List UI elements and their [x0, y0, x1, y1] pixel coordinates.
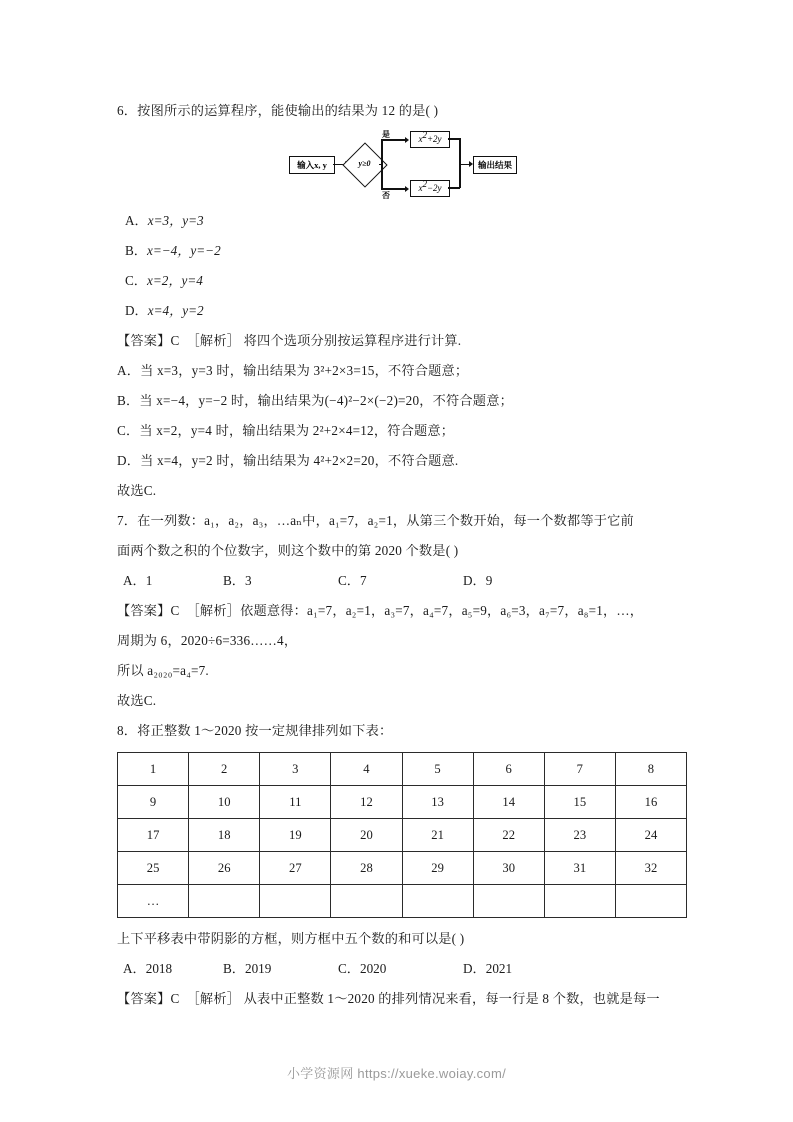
question-6-conclusion: 故选C. [117, 483, 157, 498]
option-label: B． [125, 243, 147, 258]
question-8-options [117, 954, 687, 984]
table-cell: 25 [118, 852, 189, 885]
question-7-option-a: A．1 [123, 573, 153, 588]
flowchart-decision-label: y≥0 [358, 159, 371, 168]
option-text: x=2，y=4 [146, 273, 203, 288]
option-text: x=3，y=3 [147, 213, 204, 228]
yes-expression: $x^2+2y$ [418, 130, 442, 144]
table-cell: 32 [615, 852, 686, 885]
option-text: x=4，y=2 [147, 303, 204, 318]
analysis-line: 依题意得：a₁=7，a₂=1，a₃=7，a₄=7，a₅=9，a₆=3，a₇=7，a₈=1，…， [240, 603, 644, 618]
table-cell: 12 [331, 786, 402, 819]
question-6-stem: 6．按图所示的运算程序，能使输出的结果为 12 的是( ) [117, 103, 439, 118]
table-cell: 5 [402, 753, 473, 786]
table-cell: 20 [331, 819, 402, 852]
table-cell: 15 [544, 786, 615, 819]
question-7-analysis-line-3: 所以 a₂₀₂₀=a₄=7. [117, 663, 209, 678]
question-6-option-b [117, 236, 687, 266]
analysis-head: ［解析］ [186, 333, 241, 348]
question-8-option-a: A．2018 [123, 961, 173, 976]
table-cell: 6 [473, 753, 544, 786]
table-cell: 31 [544, 852, 615, 885]
table-cell: 10 [189, 786, 260, 819]
flow-connector [381, 163, 383, 189]
answer-head: 【答案】C [117, 333, 180, 348]
question-7-options [117, 566, 687, 596]
flowchart-yes-label: 是 [382, 130, 390, 139]
table-cell: 1 [118, 753, 189, 786]
table-cell [189, 885, 260, 918]
table-row [118, 786, 687, 819]
table-cell [544, 885, 615, 918]
table-cell: 27 [260, 852, 331, 885]
analysis-head: ［解析］ [186, 603, 241, 618]
question-6-flowchart [117, 130, 687, 204]
table-row [118, 885, 687, 918]
question-8-option-b: B．2019 [223, 961, 272, 976]
flowchart-output-box [473, 156, 517, 174]
table-cell [615, 885, 686, 918]
number-table-body [118, 753, 687, 918]
table-cell: 19 [260, 819, 331, 852]
table-cell: 22 [473, 819, 544, 852]
table-cell [402, 885, 473, 918]
question-6-analysis-b: B．当 x=−4，y=−2 时，输出结果为(−4)²−2×(−2)=20，不符合题意； [117, 393, 513, 408]
table-row [118, 852, 687, 885]
question-8-stem: 8．将正整数 1～2020 按一定规律排列如下表： [117, 723, 393, 738]
question-7-option-c: C．7 [338, 573, 367, 588]
question-7-option-b: B．3 [223, 573, 252, 588]
question-6-answer-line [117, 326, 687, 356]
flowchart-canvas [289, 130, 515, 202]
table-cell: 23 [544, 819, 615, 852]
table-cell: 11 [260, 786, 331, 819]
table-cell: 7 [544, 753, 615, 786]
table-cell: 29 [402, 852, 473, 885]
table-cell: 30 [473, 852, 544, 885]
question-8-option-c: C．2020 [338, 961, 387, 976]
question-8-number-table [117, 752, 687, 918]
question-6-analysis-d: D．当 x=4，y=2 时，输出结果为 4²+2×2=20，不符合题意. [117, 453, 459, 468]
question-7-stem-line-2: 面两个数之积的个位数字，则这个数中的第 2020 个数是( ) [117, 543, 459, 558]
question-7-conclusion: 故选C. [117, 693, 157, 708]
table-cell: 9 [118, 786, 189, 819]
table-cell: 24 [615, 819, 686, 852]
flowchart-yes-expression-box [410, 131, 450, 148]
analysis-intro: 将四个选项分别按运算程序进行计算. [243, 333, 462, 348]
table-cell: 28 [331, 852, 402, 885]
answer-head: 【答案】C [117, 991, 180, 1006]
table-cell: 21 [402, 819, 473, 852]
answer-head: 【答案】C [117, 603, 180, 618]
table-cell: 13 [402, 786, 473, 819]
analysis-head: ［解析］ [186, 991, 241, 1006]
question-6-option-c [117, 266, 687, 296]
flowchart-no-label: 否 [382, 191, 390, 200]
flow-connector [381, 140, 383, 164]
table-cell: 3 [260, 753, 331, 786]
question-7-answer-line [117, 596, 687, 626]
flowchart-input-label: 输入x, y [297, 159, 327, 170]
table-row [118, 819, 687, 852]
flowchart-output-label: 输出结果 [477, 159, 512, 170]
question-7-option-d: D．9 [463, 573, 493, 588]
table-cell [331, 885, 402, 918]
table-row [118, 753, 687, 786]
flowchart-input-box [289, 156, 335, 174]
question-8-sub-stem: 上下平移表中带阴影的方框，则方框中五个数的和可以是( ) [117, 931, 465, 946]
table-cell: … [118, 885, 189, 918]
flow-arrow [405, 186, 409, 192]
flowchart-no-expression-box [410, 180, 450, 197]
question-6-option-a [117, 206, 687, 236]
flow-arrow [405, 137, 409, 143]
table-cell: 8 [615, 753, 686, 786]
table-cell: 4 [331, 753, 402, 786]
option-label: D． [125, 303, 148, 318]
question-7-analysis-line-2: 周期为 6，2020÷6=336……4， [117, 633, 298, 648]
site-watermark: 小学资源网 https://xueke.woiay.com/ [287, 1066, 506, 1081]
table-cell: 14 [473, 786, 544, 819]
question-6-analysis-c: C．当 x=2，y=4 时，输出结果为 2²+2×4=12，符合题意； [117, 423, 455, 438]
question-7-stem-line-1: 7．在一列数：a₁，a₂，a₃，…aₙ中，a₁=7，a₂=1，从第三个数开始，每一个数都等于它前 [117, 513, 634, 528]
table-cell [473, 885, 544, 918]
question-6-analysis-a: A．当 x=3，y=3 时，输出结果为 3²+2×3=15，不符合题意； [117, 363, 469, 378]
table-cell: 2 [189, 753, 260, 786]
option-label: A． [125, 213, 148, 228]
flow-connector [459, 164, 469, 166]
option-text: x=−4，y=−2 [146, 243, 221, 258]
table-cell: 16 [615, 786, 686, 819]
document-content [117, 96, 687, 1014]
no-expression: $x^2-2y$ [418, 179, 442, 193]
question-6-option-d [117, 296, 687, 326]
table-cell: 18 [189, 819, 260, 852]
table-cell: 26 [189, 852, 260, 885]
question-8-option-d: D．2021 [463, 961, 513, 976]
question-8-answer-line [117, 984, 687, 1014]
table-cell: 17 [118, 819, 189, 852]
table-cell [260, 885, 331, 918]
option-label: C． [125, 273, 147, 288]
analysis-line: 从表中正整数 1～2020 的排列情况来看，每一行是 8 个数，也就是每一 [243, 991, 660, 1006]
